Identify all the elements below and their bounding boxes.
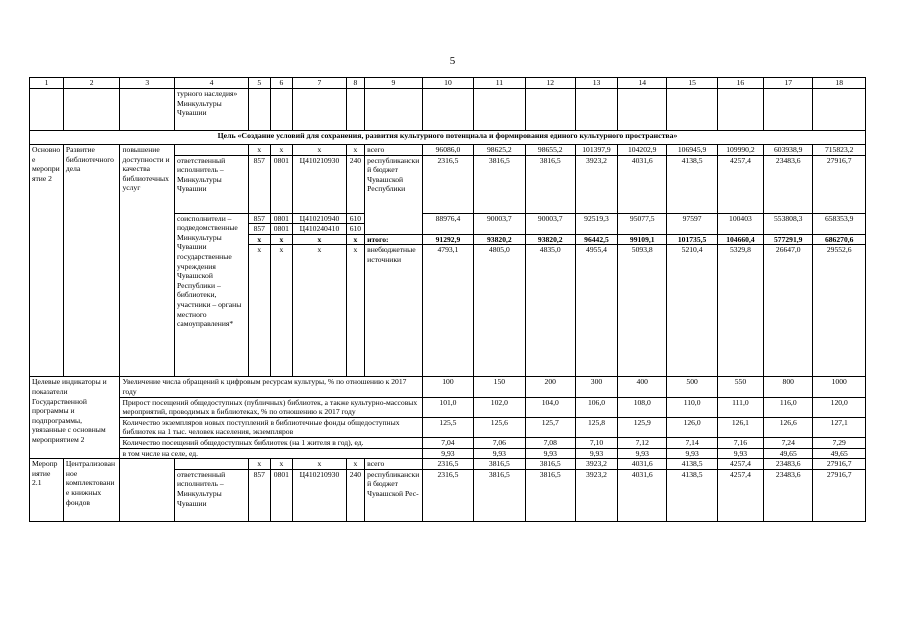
funding-source: республиканский бюджет Чувашской Республики bbox=[365, 155, 423, 234]
value-cell: 4793,1 bbox=[422, 245, 473, 377]
funding-source: республиканский бюджет Чувашской Рес- bbox=[365, 469, 423, 521]
value-cell: 7,24 bbox=[764, 437, 813, 448]
cell: x bbox=[346, 459, 365, 470]
value-cell: 9,93 bbox=[474, 448, 525, 459]
value-cell: 3816,5 bbox=[525, 155, 575, 213]
value-cell: 4257,4 bbox=[717, 469, 763, 521]
value-cell: 2316,5 bbox=[422, 469, 473, 521]
value-cell: 101397,9 bbox=[575, 145, 617, 156]
value-cell: 91292,9 bbox=[422, 234, 473, 245]
value-cell: 95077,5 bbox=[618, 213, 667, 234]
value-cell: 2316,5 bbox=[422, 459, 473, 470]
value-cell: 111,0 bbox=[717, 397, 763, 417]
value-cell: 23483,6 bbox=[764, 459, 813, 470]
value-cell: 96086,0 bbox=[422, 145, 473, 156]
cell: Ц410240410 bbox=[293, 224, 346, 235]
cell: 857 bbox=[248, 155, 270, 213]
value-cell: 23483,6 bbox=[764, 155, 813, 213]
value-cell: 7,16 bbox=[717, 437, 763, 448]
value-cell: 104660,4 bbox=[717, 234, 763, 245]
value-cell: 127,1 bbox=[813, 417, 866, 437]
col-header: 17 bbox=[764, 78, 813, 89]
indicator-row bbox=[30, 417, 866, 437]
value-cell: 9,93 bbox=[525, 448, 575, 459]
value-cell: 800 bbox=[764, 377, 813, 397]
value-cell: 88976,4 bbox=[422, 213, 473, 234]
value-cell: 109990,2 bbox=[717, 145, 763, 156]
indicator-text: Количество экземпляров новых поступлений в библиотечные фонды общедоступных библиотек на 1 тыс. человек населения, экземпляров bbox=[120, 417, 422, 437]
cell: 0801 bbox=[270, 224, 293, 235]
value-cell: 98625,2 bbox=[474, 145, 525, 156]
value-cell: 3816,5 bbox=[474, 469, 525, 521]
value-cell: 9,93 bbox=[575, 448, 617, 459]
value-cell: 4031,6 bbox=[618, 459, 667, 470]
col-header: 3 bbox=[120, 78, 174, 89]
value-cell: 4138,5 bbox=[667, 459, 717, 470]
value-cell: 3816,5 bbox=[474, 155, 525, 213]
value-cell: 9,93 bbox=[717, 448, 763, 459]
value-cell: 108,0 bbox=[618, 397, 667, 417]
col-header: 8 bbox=[346, 78, 365, 89]
value-cell: 3923,2 bbox=[575, 459, 617, 470]
value-cell: 4138,5 bbox=[667, 155, 717, 213]
value-cell: 125,8 bbox=[575, 417, 617, 437]
co-executors: соисполнители – подведомственные Минкультуры Чувашии государственные учреждения Чувашской Республики – библиотеки, участники – органы местного самоуправления* bbox=[174, 213, 248, 377]
cell: 240 bbox=[346, 469, 365, 521]
cell: 0801 bbox=[270, 213, 293, 224]
funding-source: всего bbox=[365, 459, 423, 470]
value-cell: 96442,5 bbox=[575, 234, 617, 245]
value-cell: 4138,5 bbox=[667, 469, 717, 521]
event-task: повышение доступности и качества библиотечных услуг bbox=[120, 145, 174, 377]
table-row bbox=[30, 459, 866, 470]
value-cell: 9,93 bbox=[422, 448, 473, 459]
continuation-text: турного наследия» Минкультуры Чувашии bbox=[174, 89, 248, 131]
value-cell: 106945,9 bbox=[667, 145, 717, 156]
value-cell: 550 bbox=[717, 377, 763, 397]
value-cell: 7,10 bbox=[575, 437, 617, 448]
value-cell: 3923,2 bbox=[575, 469, 617, 521]
col-header: 13 bbox=[575, 78, 617, 89]
value-cell: 686270,6 bbox=[813, 234, 866, 245]
value-cell: 7,06 bbox=[474, 437, 525, 448]
value-cell: 150 bbox=[474, 377, 525, 397]
col-header: 1 bbox=[30, 78, 64, 89]
col-header: 11 bbox=[474, 78, 525, 89]
cell: x bbox=[270, 234, 293, 245]
value-cell: 300 bbox=[575, 377, 617, 397]
cell: x bbox=[346, 245, 365, 377]
indicator-text: в том числе на селе, ед. bbox=[120, 448, 422, 459]
value-cell: 5329,8 bbox=[717, 245, 763, 377]
indicator-row bbox=[30, 448, 866, 459]
indicator-row bbox=[30, 397, 866, 417]
value-cell: 102,0 bbox=[474, 397, 525, 417]
event-name: Централизованное комплектование книжных фондов bbox=[63, 459, 120, 522]
cell: x bbox=[346, 234, 365, 245]
value-cell: 5093,8 bbox=[618, 245, 667, 377]
value-cell: 7,29 bbox=[813, 437, 866, 448]
indicator-text: Прирост посещений общедоступных (публичных) библиотек, а также культурно-массовых мероприятий, проводимых в библиотеках, % по отношению к 2017 году bbox=[120, 397, 422, 417]
value-cell: 5210,4 bbox=[667, 245, 717, 377]
value-cell: 658353,9 bbox=[813, 213, 866, 234]
cell: 857 bbox=[248, 224, 270, 235]
value-cell: 4257,4 bbox=[717, 459, 763, 470]
cell: x bbox=[248, 459, 270, 470]
value-cell: 99109,1 bbox=[618, 234, 667, 245]
value-cell: 27916,7 bbox=[813, 469, 866, 521]
value-cell: 116,0 bbox=[764, 397, 813, 417]
indicators-label: Целевые индикаторы и показатели Государственной программы и подпрограммы, увязанные с основным мероприятием 2 bbox=[30, 377, 120, 459]
value-cell: 97597 bbox=[667, 213, 717, 234]
value-cell: 106,0 bbox=[575, 397, 617, 417]
value-cell: 125,7 bbox=[525, 417, 575, 437]
value-cell: 7,12 bbox=[618, 437, 667, 448]
event-type: Основное мероприятие 2 bbox=[30, 145, 64, 377]
cell: x bbox=[248, 234, 270, 245]
value-cell: 7,04 bbox=[422, 437, 473, 448]
value-cell: 110,0 bbox=[667, 397, 717, 417]
responsible-executor: ответственный исполнитель – Минкультуры Чувашии bbox=[174, 469, 248, 521]
column-number-row bbox=[30, 78, 866, 89]
continuation-row bbox=[30, 89, 866, 131]
col-header: 16 bbox=[717, 78, 763, 89]
value-cell: 715823,2 bbox=[813, 145, 866, 156]
cell: x bbox=[293, 245, 346, 377]
cell: x bbox=[293, 234, 346, 245]
value-cell: 90003,7 bbox=[474, 213, 525, 234]
value-cell: 92519,3 bbox=[575, 213, 617, 234]
cell: 610 bbox=[346, 213, 365, 224]
value-cell: 500 bbox=[667, 377, 717, 397]
value-cell: 125,5 bbox=[422, 417, 473, 437]
value-cell: 125,9 bbox=[618, 417, 667, 437]
cell: x bbox=[270, 145, 293, 156]
value-cell: 104,0 bbox=[525, 397, 575, 417]
value-cell: 126,1 bbox=[717, 417, 763, 437]
value-cell: 1000 bbox=[813, 377, 866, 397]
program-table bbox=[29, 77, 866, 522]
value-cell: 553808,3 bbox=[764, 213, 813, 234]
cell: Ц410210930 bbox=[293, 469, 346, 521]
cell: x bbox=[248, 245, 270, 377]
value-cell: 603938,9 bbox=[764, 145, 813, 156]
funding-source: итого: bbox=[365, 234, 423, 245]
value-cell: 4257,4 bbox=[717, 155, 763, 213]
cell: 0801 bbox=[270, 155, 293, 213]
value-cell: 4835,0 bbox=[525, 245, 575, 377]
cell: Ц410210940 bbox=[293, 213, 346, 224]
col-header: 2 bbox=[63, 78, 120, 89]
indicator-text: Количество посещений общедоступных библиотек (на 1 жителя в год), ед. bbox=[120, 437, 422, 448]
value-cell: 3816,5 bbox=[525, 469, 575, 521]
value-cell: 9,93 bbox=[618, 448, 667, 459]
col-header: 6 bbox=[270, 78, 293, 89]
value-cell: 7,14 bbox=[667, 437, 717, 448]
value-cell: 2316,5 bbox=[422, 155, 473, 213]
responsible-executor: ответственный исполнитель – Минкультуры Чувашии bbox=[174, 155, 248, 213]
value-cell: 126,0 bbox=[667, 417, 717, 437]
goal-row bbox=[30, 131, 866, 145]
value-cell: 49,65 bbox=[813, 448, 866, 459]
cell: x bbox=[293, 459, 346, 470]
col-header: 12 bbox=[525, 78, 575, 89]
indicator-row bbox=[30, 437, 866, 448]
indicator-text: Увеличение числа обращений к цифровым ресурсам культуры, % по отношению к 2017 году bbox=[120, 377, 422, 397]
value-cell: 120,0 bbox=[813, 397, 866, 417]
value-cell: 3923,2 bbox=[575, 155, 617, 213]
value-cell: 4031,6 bbox=[618, 155, 667, 213]
value-cell: 7,08 bbox=[525, 437, 575, 448]
value-cell: 93820,2 bbox=[525, 234, 575, 245]
cell: 857 bbox=[248, 213, 270, 224]
value-cell: 9,93 bbox=[667, 448, 717, 459]
value-cell: 104202,9 bbox=[618, 145, 667, 156]
value-cell: 101735,5 bbox=[667, 234, 717, 245]
value-cell: 400 bbox=[618, 377, 667, 397]
event-name: Развитие библиотечного дела bbox=[63, 145, 120, 377]
cell: Ц410210930 bbox=[293, 155, 346, 213]
funding-source: внебюджетные источники bbox=[365, 245, 423, 377]
value-cell: 200 bbox=[525, 377, 575, 397]
value-cell: 3816,5 bbox=[525, 459, 575, 470]
cell: x bbox=[270, 245, 293, 377]
cell: 240 bbox=[346, 155, 365, 213]
col-header: 10 bbox=[422, 78, 473, 89]
value-cell: 100 bbox=[422, 377, 473, 397]
cell: x bbox=[248, 145, 270, 156]
value-cell: 98655,2 bbox=[525, 145, 575, 156]
goal-title: Цель «Создание условий для сохранения, развития культурного потенциала и формирования единого культурного пространства» bbox=[30, 131, 866, 145]
col-header: 9 bbox=[365, 78, 423, 89]
value-cell: 4031,6 bbox=[618, 469, 667, 521]
col-header: 15 bbox=[667, 78, 717, 89]
value-cell: 29552,6 bbox=[813, 245, 866, 377]
cell: 857 bbox=[248, 469, 270, 521]
cell: 610 bbox=[346, 224, 365, 235]
indicator-row bbox=[30, 377, 866, 397]
col-header: 14 bbox=[618, 78, 667, 89]
col-header: 18 bbox=[813, 78, 866, 89]
value-cell: 93820,2 bbox=[474, 234, 525, 245]
table-row bbox=[30, 145, 866, 156]
cell: x bbox=[270, 459, 293, 470]
page-number: 5 bbox=[449, 55, 456, 67]
value-cell: 23483,6 bbox=[764, 469, 813, 521]
value-cell: 49,65 bbox=[764, 448, 813, 459]
value-cell: 125,6 bbox=[474, 417, 525, 437]
value-cell: 26647,0 bbox=[764, 245, 813, 377]
cell: x bbox=[346, 145, 365, 156]
value-cell: 3816,5 bbox=[474, 459, 525, 470]
value-cell: 27916,7 bbox=[813, 459, 866, 470]
value-cell: 577291,9 bbox=[764, 234, 813, 245]
funding-source: всего bbox=[365, 145, 423, 156]
col-header: 7 bbox=[293, 78, 346, 89]
value-cell: 90003,7 bbox=[525, 213, 575, 234]
value-cell: 4955,4 bbox=[575, 245, 617, 377]
value-cell: 101,0 bbox=[422, 397, 473, 417]
cell: 0801 bbox=[270, 469, 293, 521]
value-cell: 4805,0 bbox=[474, 245, 525, 377]
col-header: 5 bbox=[248, 78, 270, 89]
event-type: Мероприятие 2.1 bbox=[30, 459, 64, 522]
value-cell: 27916,7 bbox=[813, 155, 866, 213]
value-cell: 100403 bbox=[717, 213, 763, 234]
value-cell: 126,6 bbox=[764, 417, 813, 437]
col-header: 4 bbox=[174, 78, 248, 89]
cell: x bbox=[293, 145, 346, 156]
